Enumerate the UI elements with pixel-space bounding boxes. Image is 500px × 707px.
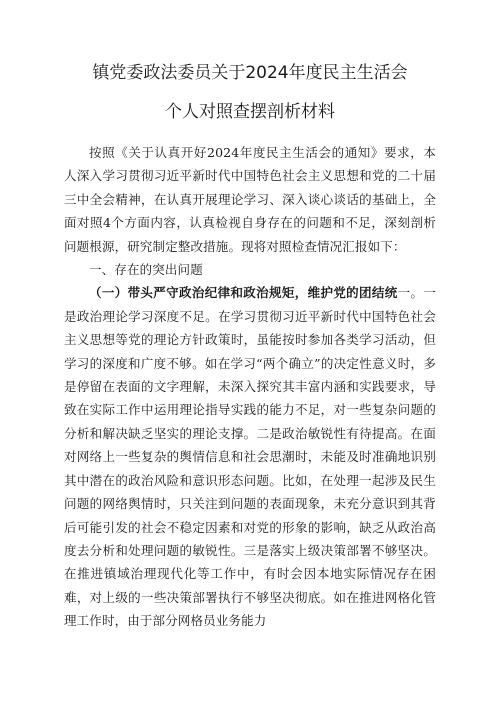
intro-paragraph: 按照《关于认真开好2024年度民主生活会的通知》要求，本人深入学习贯彻习近平新时代中国特色社会主义思想和党的二十届三中全会精神，在认真开展理论学习、深入谈心谈话的基础上，全面对照4个方面内容，认真检视自身存在的问题和不足，深刻剖析问题根源，研究制定整改措施。现将对照检查情况汇报如下： bbox=[64, 145, 436, 254]
subsection-body: 一。一是政治理论学习深度不足。在学习贯彻习近平新时代中国特色社会主义思想等党的理论方针政策时，虽能按时参加各类学习活动，但学习的深度和广度不够。如在学习“两个确立”的决定性意义时，多是停留在表面的文字理解，未深入探究其丰富内涵和实践要求，导致在实际工作中运用理论指导实践的能力不足，对一些复杂问题的分析和解决缺乏坚实的理论支撑。二是政治敏锐性有待提高。在面对网络上一些复杂的舆情信息和社会思潮时，未能及时准确地识别其中潜在的政治风险和意识形态问题。比如，在处理一起涉及民生问题的网络舆情时，只关注到问题的表面现象，未充分意识到其背后可能引发的社会不稳定因素和对党的形象的影响，缺乏从政治高度去分析和处理问题的敏锐性。三是落实上级决策部署不够坚决。在推进镇域治理现代化等工作中，有时会因本地实际情况存在困难，对上级的一些决策部署执行不够坚决彻底。如在推进网格化管理工作时，由于部分网格员业务能力 bbox=[64, 285, 436, 629]
section-heading: 一、存在的突出问题 bbox=[89, 262, 203, 278]
document-body bbox=[64, 141, 436, 633]
subsection-heading: （一）带头严守政治纪律和政治规矩，维护党的团结统 bbox=[89, 285, 398, 301]
document-title-line-2: 个人对照查摆剖析材料 bbox=[165, 102, 335, 122]
document-title-line-1: 镇党委政法委员关于2024年度民主生活会 bbox=[92, 63, 408, 83]
subsection-paragraph bbox=[64, 281, 436, 632]
